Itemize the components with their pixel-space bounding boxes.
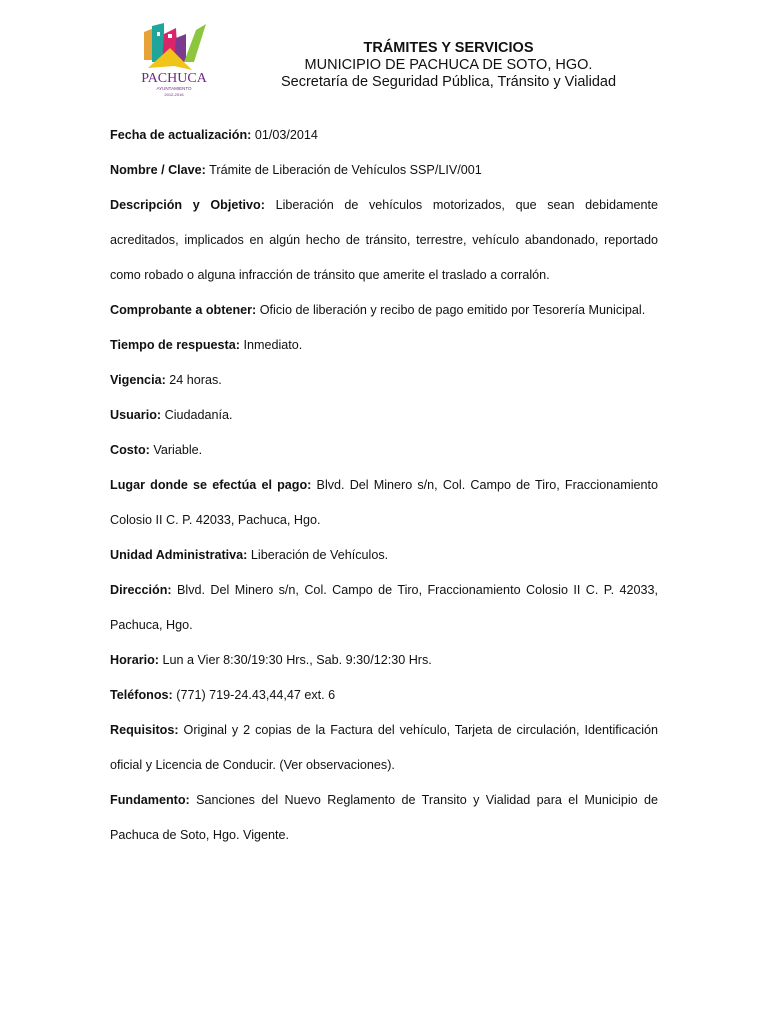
field-row xyxy=(110,713,658,783)
field-label: Horario: xyxy=(110,653,159,667)
document-header xyxy=(240,40,657,91)
field-label: Tiempo de respuesta: xyxy=(110,338,240,352)
field-label: Usuario: xyxy=(110,408,162,422)
field-label: Costo: xyxy=(110,443,150,457)
field-value: Sanciones del Nuevo Reglamento de Transito y Vialidad para el Municipio de Pachuca de Soto, Hgo. Vigente. xyxy=(110,793,658,842)
field-label: Fecha de actualización: xyxy=(110,128,252,142)
field-label: Unidad Administrativa: xyxy=(110,548,248,562)
field-label: Lugar donde se efectúa el pago: xyxy=(110,478,312,492)
field-value: Ciudadanía. xyxy=(164,408,233,422)
field-row xyxy=(110,398,658,433)
field-label: Dirección: xyxy=(110,583,172,597)
field-label: Vigencia: xyxy=(110,373,166,387)
field-value: Liberación de Vehículos. xyxy=(250,548,389,562)
field-row xyxy=(110,643,658,678)
field-row xyxy=(110,538,658,573)
field-row xyxy=(110,678,658,713)
field-label: Requisitos: xyxy=(110,723,179,737)
field-row xyxy=(110,363,658,398)
field-value: Blvd. Del Minero s/n, Col. Campo de Tiro, Fraccionamiento Colosio II C. P. 42033, Pachuca, Hgo. xyxy=(110,478,659,527)
field-value: (771) 719-24.43,44,47 ext. 6 xyxy=(176,688,336,702)
logo-subtext: AYUNTAMIENTO xyxy=(156,86,192,91)
department-name: Secretaría de Seguridad Pública, Tránsito y Vialidad xyxy=(280,74,617,90)
field-label: Nombre / Clave: xyxy=(110,163,206,177)
field-row xyxy=(110,573,658,643)
logo-text: PACHUCA xyxy=(141,71,207,86)
field-value: 24 horas. xyxy=(169,373,222,387)
field-row xyxy=(110,188,658,293)
field-row xyxy=(110,118,658,153)
field-value: Liberación de vehículos motorizados, que sean debidamente acreditados, implicados en algún hecho de tránsito, terrestre, vehículo abandonado, reportado como robado o alguna infracción de tránsito que amerite el traslado a corralón. xyxy=(110,198,658,282)
field-label: Fundamento: xyxy=(110,793,190,807)
field-value: 01/03/2014 xyxy=(254,128,318,142)
field-value: Lun a Vier 8:30/19:30 Hrs., Sab. 9:30/12:30 Hrs. xyxy=(162,653,432,667)
document-body xyxy=(110,118,658,853)
municipality-name: MUNICIPIO DE PACHUCA DE SOTO, HGO. xyxy=(304,57,593,73)
field-value: Blvd. Del Minero s/n, Col. Campo de Tiro, Fraccionamiento Colosio II C. P. 42033, Pachuca, Hgo. xyxy=(110,583,659,632)
logo-years: 2012-2016 xyxy=(164,92,184,97)
field-row xyxy=(110,153,658,188)
field-row xyxy=(110,293,658,328)
field-value: Original y 2 copias de la Factura del vehículo, Tarjeta de circulación, Identificación oficial y Licencia de Conducir. (Ver observaciones). xyxy=(110,723,658,772)
city-skyline-logo-icon xyxy=(134,20,214,100)
document-title: TRÁMITES Y SERVICIOS xyxy=(363,40,534,56)
pachuca-logo xyxy=(134,20,214,100)
field-row xyxy=(110,433,658,468)
field-row xyxy=(110,468,658,538)
field-label: Teléfonos: xyxy=(110,688,173,702)
field-row xyxy=(110,328,658,363)
field-value: Inmediato. xyxy=(243,338,303,352)
field-label: Comprobante a obtener: xyxy=(110,303,257,317)
field-value: Oficio de liberación y recibo de pago emitido por Tesorería Municipal. xyxy=(259,303,646,317)
field-value: Variable. xyxy=(153,443,203,457)
field-row xyxy=(110,783,658,853)
field-label: Descripción y Objetivo: xyxy=(110,198,265,212)
field-value: Trámite de Liberación de Vehículos SSP/LIV/001 xyxy=(209,163,482,177)
